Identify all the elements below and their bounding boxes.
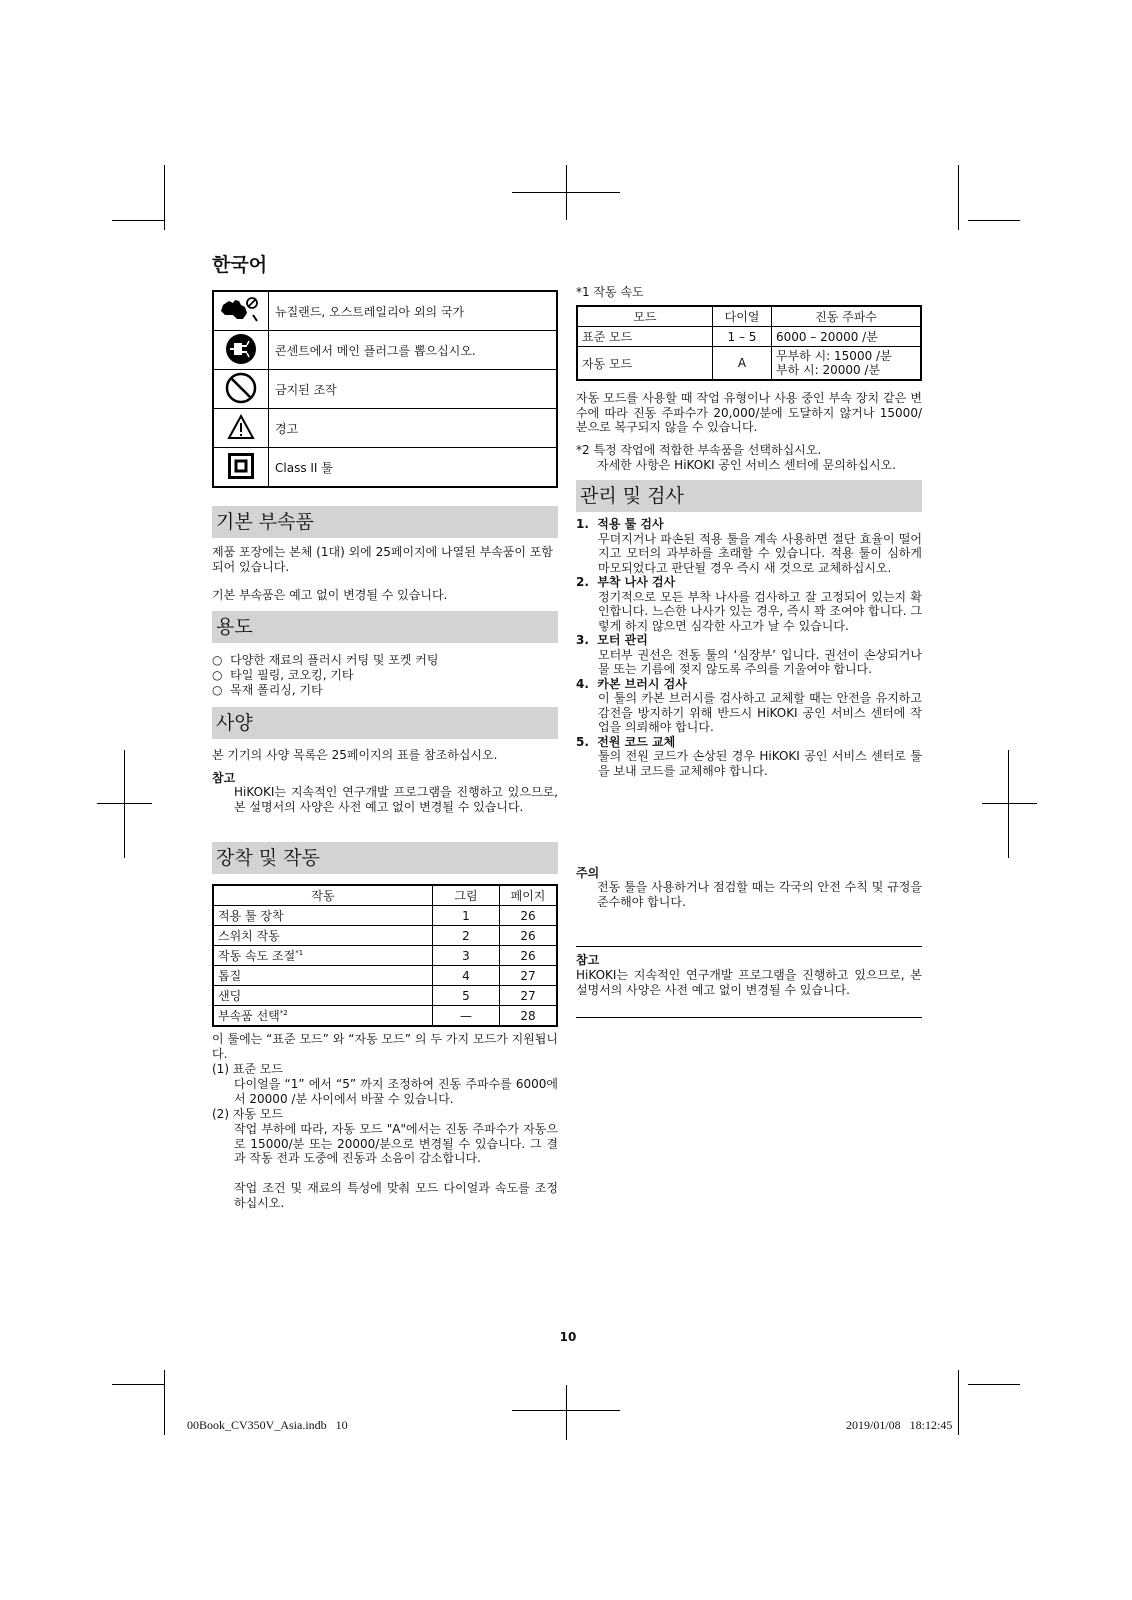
section-heading-assembly: 장착 및 작동: [212, 842, 558, 874]
crop-mark: [958, 165, 959, 230]
accessories-text: 제품 포장에는 본체 (1대) 외에 25페이지에 나열된 부속품이 포함되어 있습니다.: [212, 545, 553, 574]
crop-mark: [968, 1384, 1020, 1385]
speed-note: 자동 모드를 사용할 때 작업 유형이나 사용 중인 부속 장치 같은 변수에 따라 진동 주파수가 20,000/분에 도달하지 않거나 15000/분으로 복구되지 않을 수 있습니다.: [576, 391, 922, 434]
note-label: 참고: [576, 953, 600, 967]
table-row: 부속품 선택$^{*2}$ — 28: [213, 1006, 557, 1027]
crop-mark: [164, 165, 165, 230]
list-item: 3. 모터 관리 모터부 권선은 전동 툴의 ‘심장부’ 입니다. 권선이 손상되거나 물 또는 기름에 젖지 않도록 주의를 기울여야 합니다.: [576, 633, 922, 676]
language-heading: 한국어: [212, 254, 268, 276]
list-item: ○ 타일 필링, 코오킹, 기타: [212, 668, 354, 682]
section-heading-accessories: 기본 부속품: [212, 506, 558, 538]
divider: [576, 1017, 922, 1018]
list-item: ○ 목재 폴리싱, 기타: [212, 683, 323, 697]
table-row: 스위치 작동 2 26: [213, 926, 557, 946]
crop-mark: [124, 750, 125, 858]
table-row: [213, 448, 557, 488]
crop-mark: [566, 1385, 567, 1440]
australia-nz-symbol-icon: [213, 291, 269, 331]
table-header-row: [577, 306, 921, 327]
symbol-label: 콘센트에서 메인 플러그를 뽑으십시오.: [269, 331, 558, 370]
caution-text: 전동 툴을 사용하거나 점검할 때는 각국의 안전 수칙 및 규정을 준수해야 합니다.: [597, 880, 922, 909]
unplug-icon: [213, 331, 269, 370]
crop-mark: [1008, 750, 1009, 858]
speed-table: [576, 305, 922, 381]
column-header: 그림: [433, 885, 500, 906]
table-row: 작동 속도 조절$^{*1}$ 3 26: [213, 946, 557, 966]
note-label: 참고: [212, 771, 236, 785]
list-item: ○ 다양한 재료의 플러시 커팅 및 포켓 커팅: [212, 653, 439, 667]
footnote-text: 자세한 사항은 HiKOKI 공인 서비스 센터에 문의하십시오.: [597, 458, 896, 472]
section-heading-maintenance: 관리 및 검사: [576, 480, 922, 512]
mode-label: (1) 표준 모드: [212, 1062, 283, 1076]
column-header: 진동 주파수: [772, 306, 922, 327]
applications-list: [212, 653, 558, 698]
mode-label: (2) 자동 모드: [212, 1107, 283, 1121]
table-header-row: [213, 885, 557, 906]
specifications-text: 본 기기의 사양 목록은 25페이지의 표를 참조하십시오.: [212, 748, 498, 762]
speed-caption: *1 작동 속도: [576, 285, 644, 299]
column-header: 다이얼: [713, 306, 772, 327]
crop-mark: [958, 1370, 959, 1435]
section-heading-applications: 용도: [212, 611, 558, 643]
column-header: 작동: [213, 885, 433, 906]
list-item: 4. 카본 브러시 검사 이 툴의 카본 브러시를 검사하고 교체할 때는 안전을 유지하고 감전을 방지하기 위해 반드시 HiKOKI 공인 서비스 센터에 작업을 의뢰해야 합니다.: [576, 676, 922, 734]
list-item: 1. 적용 툴 검사 무뎌지거나 파손된 적용 툴을 계속 사용하면 절단 효율이 떨어지고 모터의 과부하를 초래할 수 있습니다. 적용 툴이 심하게 마모되었다고 판단될 경우 즉시 새 것으로 교체하십시오.: [576, 517, 922, 575]
section-heading-specifications: 사양: [212, 707, 558, 739]
symbol-label: 뉴질랜드, 오스트레일리아 외의 국가: [269, 291, 558, 331]
crop-mark: [112, 1384, 164, 1385]
modes-intro: 이 툴에는 “표준 모드” 와 “자동 모드” 의 두 가지 모드가 지원됩니다.: [212, 1032, 558, 1061]
table-row: 샌딩 5 27: [213, 986, 557, 1006]
accessories-note: 기본 부속품은 예고 없이 변경될 수 있습니다.: [212, 588, 448, 602]
column-header: 모드: [577, 306, 713, 327]
footer-filename: 00Book_CV350V_Asia.indb 10: [187, 1418, 348, 1432]
prohibited-icon: [213, 370, 269, 409]
class2-icon: [213, 448, 269, 488]
mode-text: 작업 부하에 따라, 자동 모드 "A"에서는 진동 주파수가 자동으로 15000/분 또는 20000/분으로 변경될 수 있습니다. 그 결과 작동 전과 도중에 진동과 소음이 감소합니다.: [234, 1122, 558, 1165]
footnote-label: *2 특정 작업에 적합한 부속품을 선택하십시오.: [576, 443, 822, 457]
table-row: [213, 370, 557, 409]
crop-mark: [164, 1370, 165, 1435]
symbol-label: Class II 툴: [269, 448, 558, 488]
footer-timestamp: 2019/01/08 18:12:45: [846, 1418, 953, 1432]
table-row: [213, 409, 557, 448]
note-text: HiKOKI는 지속적인 연구개발 프로그램을 진행하고 있으므로, 본 설명서의 사양은 사전 예고 없이 변경될 수 있습니다.: [234, 785, 558, 814]
table-row: 톱질 4 27: [213, 966, 557, 986]
page-number: 10: [559, 1330, 577, 1344]
maintenance-list: [576, 517, 922, 778]
operation-table: [212, 884, 558, 1027]
crop-mark: [112, 220, 164, 221]
table-row: [213, 331, 557, 370]
note-text: HiKOKI는 지속적인 연구개발 프로그램을 진행하고 있으므로, 본 설명서의 사양은 사전 예고 없이 변경될 수 있습니다.: [576, 968, 922, 997]
table-row: 적용 툴 장착 1 26: [213, 906, 557, 926]
warning-icon: [213, 409, 269, 448]
table-row: 표준 모드 1 – 5 6000 – 20000 /분: [577, 327, 921, 347]
symbol-label: 경고: [269, 409, 558, 448]
crop-mark: [982, 803, 1037, 804]
mode-text: 작업 조건 및 재료의 특성에 맞춰 모드 다이얼과 속도를 조정하십시오.: [234, 1181, 558, 1210]
caution-label: 주의: [576, 866, 600, 880]
table-row: [213, 291, 557, 331]
symbol-label: 금지된 조작: [269, 370, 558, 409]
divider: [576, 946, 922, 947]
mode-text: 다이얼을 “1” 에서 “5” 까지 조정하여 진동 주파수를 6000에서 20000 /분 사이에서 바꿀 수 있습니다.: [234, 1077, 558, 1106]
crop-mark: [566, 165, 567, 220]
crop-mark: [968, 220, 1020, 221]
list-item: 5. 전원 코드 교체 툴의 전원 코드가 손상된 경우 HiKOKI 공인 서비스 센터로 툴을 보내 코드를 교체해야 합니다.: [576, 734, 922, 778]
table-row: 자동 모드 A 무부하 시: 15000 /분 부하 시: 20000 /분: [577, 347, 921, 381]
symbol-table: [212, 290, 558, 488]
column-header: 페이지: [500, 885, 558, 906]
list-item: 2. 부착 나사 검사 정기적으로 모든 부착 나사를 검사하고 잘 고정되어 있는지 확인합니다. 느슨한 나사가 있는 경우, 즉시 꽉 조여야 합니다. 그렇게 하지 않으면 심각한 사고가 날 수 있습니다.: [576, 575, 922, 633]
